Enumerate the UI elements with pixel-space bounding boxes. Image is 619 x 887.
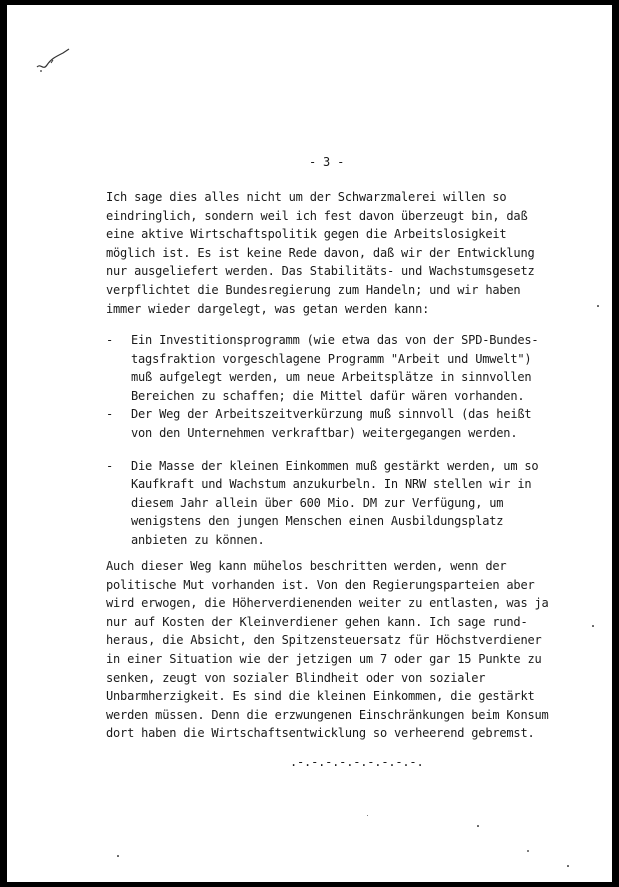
text-line: diesem Jahr allein über 600 Mio. DM zur Verfügung, um bbox=[131, 495, 504, 510]
text-line: muß aufgelegt werden, um neue Arbeitsplätze in sinnvollen bbox=[131, 370, 532, 385]
text-line: heraus, die Absicht, den Spitzensteuersatz für Höchstverdiener bbox=[106, 633, 542, 648]
text-line: von den Unternehmen verkraftbar) weitergegangen werden. bbox=[131, 425, 518, 440]
text-line: Unbarmherzigkeit. Es sind die kleinen Einkommen, die gestärkt bbox=[106, 689, 535, 704]
handwritten-mark-icon bbox=[33, 45, 81, 79]
bullet-dash: - bbox=[106, 333, 114, 347]
page-number: - 3 - bbox=[309, 155, 345, 169]
text-line: Bereichen zu schaffen; die Mittel dafür wären vorhanden. bbox=[131, 388, 525, 403]
text-line: in einer Situation wie der jetzigen um 7 oder gar 15 Punkte zu bbox=[106, 651, 542, 666]
bullet-list bbox=[106, 331, 538, 564]
text-line: dort haben die Wirtschaftsentwicklung so verheerend gebremst. bbox=[106, 726, 535, 741]
text-line: Auch dieser Weg kann mühelos beschritten werden, wenn der bbox=[106, 559, 507, 573]
text-line: nur ausgeliefert werden. Das Stabilitäts- und Wachstumsgesetz bbox=[106, 264, 535, 279]
bullet-dash: - bbox=[106, 407, 114, 422]
text-line: Ein Investitionsprogramm (wie etwa das von der SPD-Bundes- bbox=[131, 333, 539, 347]
text-line: anbieten zu können. bbox=[131, 532, 265, 547]
document-page bbox=[7, 5, 612, 882]
text-line: nur auf Kosten der Kleinverdiener gehen kann. Ich sage rund- bbox=[106, 614, 528, 629]
text-line: Kaufkraft und Wachstum anzukurbeln. In NRW stellen wir in bbox=[131, 477, 532, 492]
bullet-dash: - bbox=[106, 458, 114, 473]
end-mark: .-.-.-.-.-.-.-.-.-. bbox=[290, 755, 424, 769]
text-line: Der Weg der Arbeitszeitverkürzung muß sinnvoll (das heißt bbox=[131, 407, 532, 422]
text-line: möglich ist. Es ist keine Rede davon, daß wir der Entwicklung bbox=[106, 245, 535, 260]
text-line: Die Masse der kleinen Einkommen muß gestärkt werden, um so bbox=[131, 458, 539, 473]
list-item bbox=[106, 331, 538, 405]
text-line: Ich sage dies alles nicht um der Schwarzmalerei willen so bbox=[106, 190, 507, 204]
text-line: politische Mut vorhanden ist. Von den Regierungsparteien aber bbox=[106, 577, 535, 592]
text-line: wird erwogen, die Höherverdienenden weiter zu entlasten, was ja bbox=[106, 596, 549, 611]
paragraph-intro bbox=[106, 188, 535, 318]
text-line: werden müssen. Denn die erzwungenen Einschränkungen beim Konsum bbox=[106, 707, 549, 722]
paragraph-closing bbox=[106, 557, 549, 743]
text-line: immer wieder dargelegt, was getan werden kann: bbox=[106, 301, 430, 316]
text-line: eindringlich, sondern weil ich fest davon überzeugt bin, daß bbox=[106, 208, 528, 223]
text-line: verpflichtet die Bundesregierung zum Handeln; und wir haben bbox=[106, 282, 521, 297]
text-line: eine aktive Wirtschaftspolitik gegen die Arbeitslosigkeit bbox=[106, 227, 507, 242]
text-line: wenigstens den jungen Menschen einen Ausbildungsplatz bbox=[131, 514, 504, 529]
text-line: senken, zeugt von sozialer Blindheit oder von sozialer bbox=[106, 670, 486, 685]
list-item bbox=[106, 457, 538, 550]
text-line: tagsfraktion vorgeschlagene Programm "Arbeit und Umwelt") bbox=[131, 351, 532, 366]
list-item bbox=[106, 405, 538, 442]
